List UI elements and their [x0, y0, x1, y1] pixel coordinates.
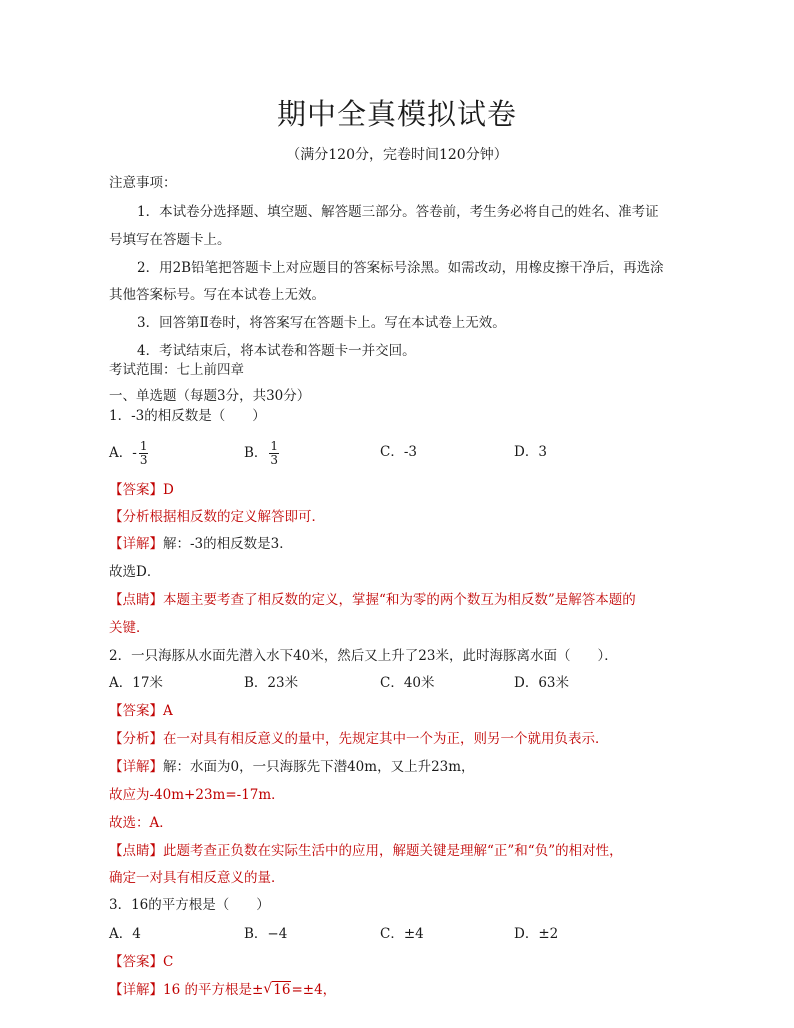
question-stem: 2．一只海豚从水面先潜入水下40米，然后又上升了23米，此时海豚离水面（ ）． — [109, 648, 618, 664]
option-d: D．±2 — [514, 926, 559, 942]
comment-tag: 【点睛】 — [109, 592, 163, 608]
fraction-denominator: 3 — [270, 453, 279, 467]
detail-body: 解：-3的相反数是3． — [163, 536, 293, 552]
choose-line: 故选D． — [109, 564, 161, 580]
question-stem: 1．-3的相反数是（ ） — [109, 408, 266, 424]
fraction-numerator: 1 — [270, 439, 279, 453]
fraction-denominator: 3 — [139, 453, 148, 467]
option-c: C．40米 — [380, 675, 435, 691]
option-b — [244, 440, 279, 467]
option-b-prefix: B． — [244, 445, 268, 461]
note-item: 其他答案标号。写在本试卷上无效。 — [109, 287, 325, 303]
notes-heading: 注意事项： — [109, 175, 177, 191]
comment-line — [109, 590, 636, 610]
answer-line: 【答案】C — [109, 954, 174, 970]
note-item: 1．本试卷分选择题、填空题、解答题三部分。答卷前，考生务必将自己的姓名、准考证 — [137, 204, 659, 220]
analysis-line: 【分析根据相反数的定义解答即可． — [109, 509, 325, 525]
option-d: D．63米 — [514, 675, 570, 691]
option-c: C．±4 — [380, 926, 424, 942]
square-root — [263, 980, 291, 1000]
section-heading: 一、单选题（每题3分，共30分） — [109, 388, 311, 404]
page-title: 期中全真模拟试卷 — [276, 97, 517, 131]
comment-line — [109, 841, 623, 861]
option-a — [109, 440, 148, 467]
analysis-body: 在一对具有相反意义的量中，先规定其中一个为正，则另一个就用负表示． — [163, 731, 609, 747]
detail-line — [109, 980, 336, 1000]
option-c: C．-3 — [380, 444, 417, 460]
detail-line — [109, 757, 475, 777]
detail-tag: 【详解】 — [109, 982, 163, 998]
note-item: 3．回答第Ⅱ卷时，将答案写在答题卡上。写在本试卷上无效。 — [137, 315, 506, 331]
option-d: D．3 — [514, 444, 547, 460]
detail-pre: 16 的平方根是± — [163, 982, 264, 998]
analysis-line — [109, 729, 609, 749]
question-stem: 3．16的平方根是（ ） — [109, 897, 270, 913]
answer-line: 【答案】A — [109, 703, 173, 719]
detail-continuation: 故应为-40m+23m=-17m． — [109, 787, 285, 803]
detail-tag: 【详解】 — [109, 759, 163, 775]
comment-continuation: 确定一对具有相反意义的量． — [109, 870, 285, 886]
page-subtitle: （满分120分，完卷时间120分钟） — [286, 147, 508, 163]
option-b: B．23米 — [244, 675, 299, 691]
fraction-numerator: 1 — [139, 439, 148, 453]
detail-body: 解：水面为0，一只海豚先下潜40m，又上升23m， — [163, 759, 475, 775]
comment-continuation: 关键． — [109, 620, 150, 636]
detail-line — [109, 534, 293, 554]
comment-body: 此题考查正负数在实际生活中的应用，解题关键是理解“正”和“负”的相对性， — [163, 843, 623, 859]
note-item: 2．用2B铅笔把答题卡上对应题目的答案标号涂黑。如需改动，用橡皮擦干净后，再选涂 — [137, 260, 664, 276]
radical-sign-icon: √ — [263, 981, 273, 997]
analysis-tag: 【分析】 — [109, 731, 163, 747]
option-b: B．−4 — [244, 926, 288, 942]
note-item: 4．考试结束后，将本试卷和答题卡一并交回。 — [137, 343, 416, 359]
comment-tag: 【点睛】 — [109, 843, 163, 859]
option-a: A．17米 — [109, 675, 163, 691]
detail-post: =±4， — [291, 982, 337, 998]
fraction — [139, 440, 149, 467]
fraction — [269, 440, 279, 467]
exam-scope: 考试范围：七上前四章 — [109, 362, 244, 378]
comment-body: 本题主要考查了相反数的定义，掌握“和为零的两个数互为相反数”是解答本题的 — [163, 592, 636, 608]
note-item: 号填写在答题卡上。 — [109, 232, 231, 248]
detail-tag: 【详解】 — [109, 536, 163, 552]
option-a: A．4 — [109, 926, 141, 942]
answer-line: 【答案】D — [109, 482, 174, 498]
choose-line: 故选：A． — [109, 815, 173, 831]
radicand: 16 — [273, 982, 291, 998]
option-a-prefix: A．- — [109, 445, 137, 461]
